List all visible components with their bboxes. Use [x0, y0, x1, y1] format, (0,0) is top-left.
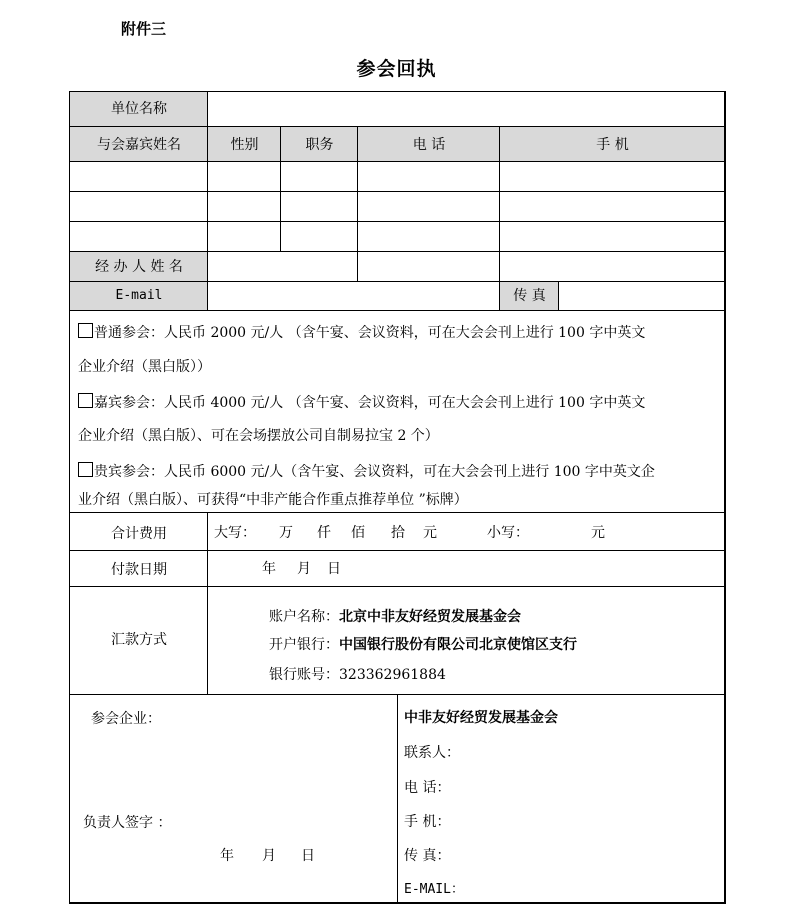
bank-value: 中国银行股份有限公司北京使馆区支行 — [339, 637, 577, 653]
fee-bai: 佰 — [351, 525, 365, 541]
account-no-label: 银行账号： — [269, 667, 339, 683]
signature-label: 负责人签字 ： — [83, 815, 172, 831]
account-name-label: 账户名称： — [269, 609, 339, 625]
remit-details — [208, 587, 725, 695]
option-vip-text-2: 业介绍（黑白版）、可获得“中非产能合作重点推荐单位 ”标牌） — [78, 492, 468, 508]
handler-phone-field[interactable] — [358, 252, 500, 282]
option-vip-text: 贵宾参会：人民币 6000 元/人（含午宴、会议资料，可在大会会刊上进行 100 字中英文企 — [94, 464, 655, 480]
company-label: 参会企业： — [91, 711, 161, 727]
guest-row-3-mobile[interactable] — [500, 222, 725, 252]
contact-phone-label: 电 话： — [404, 780, 451, 796]
guest-row-2-name[interactable] — [70, 192, 208, 222]
guest-row-1-gender[interactable] — [208, 162, 281, 192]
fax-field[interactable] — [559, 282, 725, 311]
fee-label-cell — [70, 513, 208, 551]
option-guest-text-2: 企业介绍（黑白版）、可在会场摆放公司自制易拉宝 2 个） — [78, 428, 439, 444]
guest-row-2-mobile[interactable] — [500, 192, 725, 222]
bank-label: 开户银行： — [269, 637, 339, 653]
fee-uppercase-label: 大写： — [214, 525, 256, 541]
account-name-value: 北京中非友好经贸发展基金会 — [339, 609, 521, 625]
sign-day: 日 — [301, 848, 315, 864]
participant-company-block[interactable] — [70, 695, 398, 903]
unit-name-label: 单位名称 — [111, 101, 167, 117]
guest-row-1-phone[interactable] — [358, 162, 500, 192]
pay-date-year: 年 — [262, 561, 276, 577]
attachment-label: 附件三 — [121, 20, 167, 38]
contact-mobile-label: 手 机： — [404, 814, 451, 830]
option-standard-text: 普通参会：人民币 2000 元/人 （含午宴、会议资料，可在大会会刊上进行 100 字中英文 — [94, 325, 646, 341]
guest-name-header: 与会嘉宾姓名 — [97, 137, 181, 153]
email-field[interactable] — [208, 282, 500, 311]
guest-row-1-position[interactable] — [281, 162, 358, 192]
header-gender — [208, 127, 281, 162]
phone-header: 电 话 — [412, 137, 446, 153]
option-standard-text-2: 企业介绍（黑白版）） — [78, 359, 211, 375]
guest-row-3-gender[interactable] — [208, 222, 281, 252]
header-phone — [358, 127, 500, 162]
email-label: E-mail — [115, 288, 163, 303]
handler-mobile-field[interactable] — [500, 252, 725, 282]
fee-qian: 仟 — [317, 525, 331, 541]
header-mobile — [500, 127, 725, 162]
sign-year: 年 — [220, 848, 234, 864]
handler-name-field[interactable] — [208, 252, 358, 282]
guest-row-1-name[interactable] — [70, 162, 208, 192]
page-title: 参会回执 — [356, 58, 437, 80]
fee-label: 合计费用 — [111, 526, 167, 542]
contact-person-label: 联系人： — [404, 745, 460, 761]
option-standard[interactable] — [78, 323, 645, 343]
position-header: 职务 — [305, 137, 334, 153]
option-vip[interactable] — [78, 462, 655, 482]
remit-label: 汇款方式 — [111, 632, 167, 648]
guest-row-2-position[interactable] — [281, 192, 358, 222]
option-guest[interactable] — [78, 393, 645, 413]
header-guest-name — [70, 127, 208, 162]
pay-date-label-cell — [70, 551, 208, 587]
handler-label-cell — [70, 252, 208, 282]
guest-row-3-phone[interactable] — [358, 222, 500, 252]
remit-label-cell — [70, 587, 208, 695]
header-position — [281, 127, 358, 162]
sign-month: 月 — [262, 848, 276, 864]
unit-name-field[interactable] — [208, 92, 725, 127]
guest-row-2-gender[interactable] — [208, 192, 281, 222]
fee-wan: 万 — [279, 525, 293, 541]
guest-checkbox[interactable] — [78, 393, 93, 408]
organizer-contact-block — [398, 695, 725, 903]
guest-row-3-position[interactable] — [281, 222, 358, 252]
mobile-header: 手 机 — [596, 137, 629, 153]
fee-lowercase-label: 小写： — [487, 525, 529, 541]
standard-checkbox[interactable] — [78, 323, 93, 338]
account-no-value: 323362961884 — [339, 667, 446, 683]
handler-label: 经 办 人 姓 名 — [95, 259, 183, 275]
options-block — [70, 311, 725, 513]
fee-shi: 拾 — [391, 525, 405, 541]
pay-date-day: 日 — [327, 561, 341, 577]
guest-row-3-name[interactable] — [70, 222, 208, 252]
guest-row-1-mobile[interactable] — [500, 162, 725, 192]
pay-date-label: 付款日期 — [111, 562, 167, 578]
option-guest-text: 嘉宾参会：人民币 4000 元/人 （含午宴、会议资料，可在大会会刊上进行 100 字中英文 — [94, 395, 646, 411]
guest-row-2-phone[interactable] — [358, 192, 500, 222]
contact-fax-label: 传 真： — [404, 848, 451, 864]
fax-label: 传 真 — [513, 288, 546, 304]
fee-yuan: 元 — [423, 525, 437, 541]
contact-email-label: E-MAIL： — [404, 882, 464, 897]
unit-name-label-cell — [70, 92, 208, 127]
vip-checkbox[interactable] — [78, 462, 93, 477]
organizer-name: 中非友好经贸发展基金会 — [404, 710, 558, 726]
fee-field[interactable] — [208, 513, 725, 551]
pay-date-month: 月 — [297, 561, 311, 577]
fax-label-cell — [500, 282, 559, 311]
pay-date-field[interactable] — [208, 551, 725, 587]
gender-header: 性别 — [230, 137, 259, 153]
fee-yuan-2: 元 — [591, 525, 605, 541]
email-label-cell — [70, 282, 208, 311]
